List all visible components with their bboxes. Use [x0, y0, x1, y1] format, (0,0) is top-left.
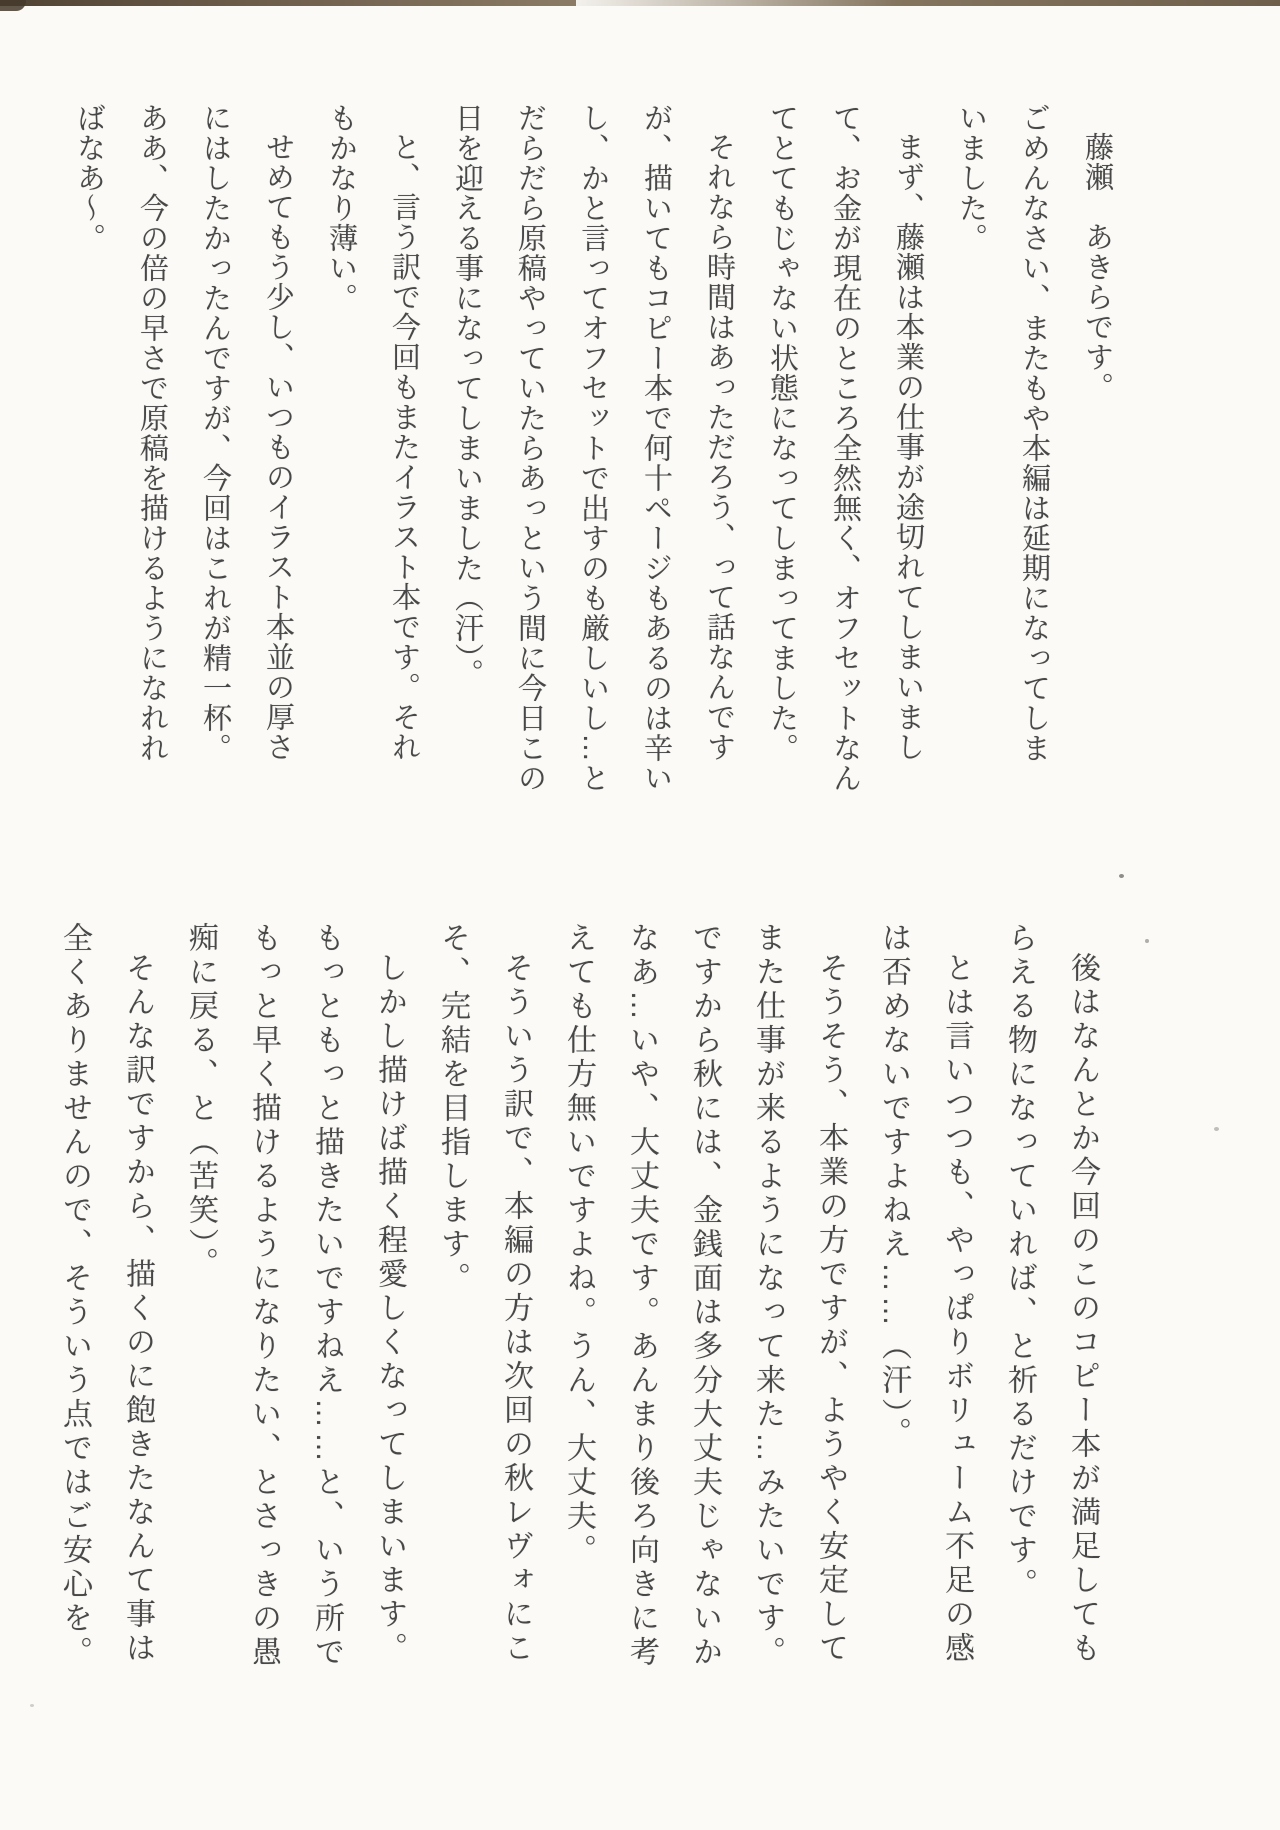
dust-speck [1145, 939, 1149, 943]
paragraph-love-drawing: しかし描けば描く程愛しくなってしまいます。もっともっと描きたいですねえ……と、いう所でもっと早く描けるようになりたい、とさっきの愚痴に戻る、と（苦笑）。 [184, 922, 406, 1670]
dust-speck [30, 1704, 34, 1707]
paragraph-next-revo: そういう訳で、本編の方は次回の秋レヴォにこそ、完結を目指します。 [436, 922, 532, 1666]
dust-speck [1119, 874, 1124, 878]
paragraph-greeting: 藤瀬 あきらです。 [1081, 132, 1113, 402]
scan-edge-corner-artifact [0, 0, 26, 11]
scan-edge-artifact [0, 0, 1280, 6]
paragraph-apology: ごめんなさい、またもや本編は延期になってしまいました。 [955, 103, 1050, 763]
paragraph-reassurance: そんな訳ですから、描くのに飽きたなんて事は全くありませんので、そういう点ではご安心を。 [58, 922, 154, 1670]
dust-speck [1214, 1127, 1219, 1131]
paragraph-hope-satisfied: 後はなんとか今回のこのコピー本が満足してもらえる物になっていれば、と祈るだけです。 [1003, 922, 1099, 1666]
paragraph-volume-lack: とは言いつつも、やっぱりボリューム不足の感は否めないですよねえ……（汗）。 [877, 922, 973, 1666]
paragraph-wish-faster: せめてもう少し、いつものイラスト本並の厚さにはしたかったんですが、今回はこれが精一杯。ああ、今の倍の早さで原稿を描けるようになれればなあ〜。 [73, 103, 294, 763]
paragraph-thin-book: と、言う訳で今回もまたイラスト本です。それもかなり薄い。 [325, 103, 420, 762]
paragraph-work-situation: まず、藤瀬は本業の仕事が途切れてしまいまして、お金が現在のところ全然無く、オフセットなんてとてもじゃない状態になってしまってました。 [766, 103, 924, 793]
afterword-top-block [57, 103, 1128, 793]
paragraph-deadline: それなら時間はあっただろう、って話なんですが、描いてもコピー本で何十ページもあるのは辛いし、かと言ってオフセットで出すのも厳しいし…とだらだら原稿やっていたらあっという間に今日この日を迎える事になってしまいました（汗）。 [451, 103, 735, 793]
paragraph-job-stable: そうそう、本業の方ですが、ようやく安定してまた仕事が来るようになって来た…みたいです。ですから秋には、金銭面は多分大丈夫じゃないかなあ…いや、大丈夫です。あんまり後ろ向きに考えても仕方無いですよね。うん、大丈夫。 [562, 922, 847, 1670]
afterword-bottom-block [43, 922, 1114, 1672]
